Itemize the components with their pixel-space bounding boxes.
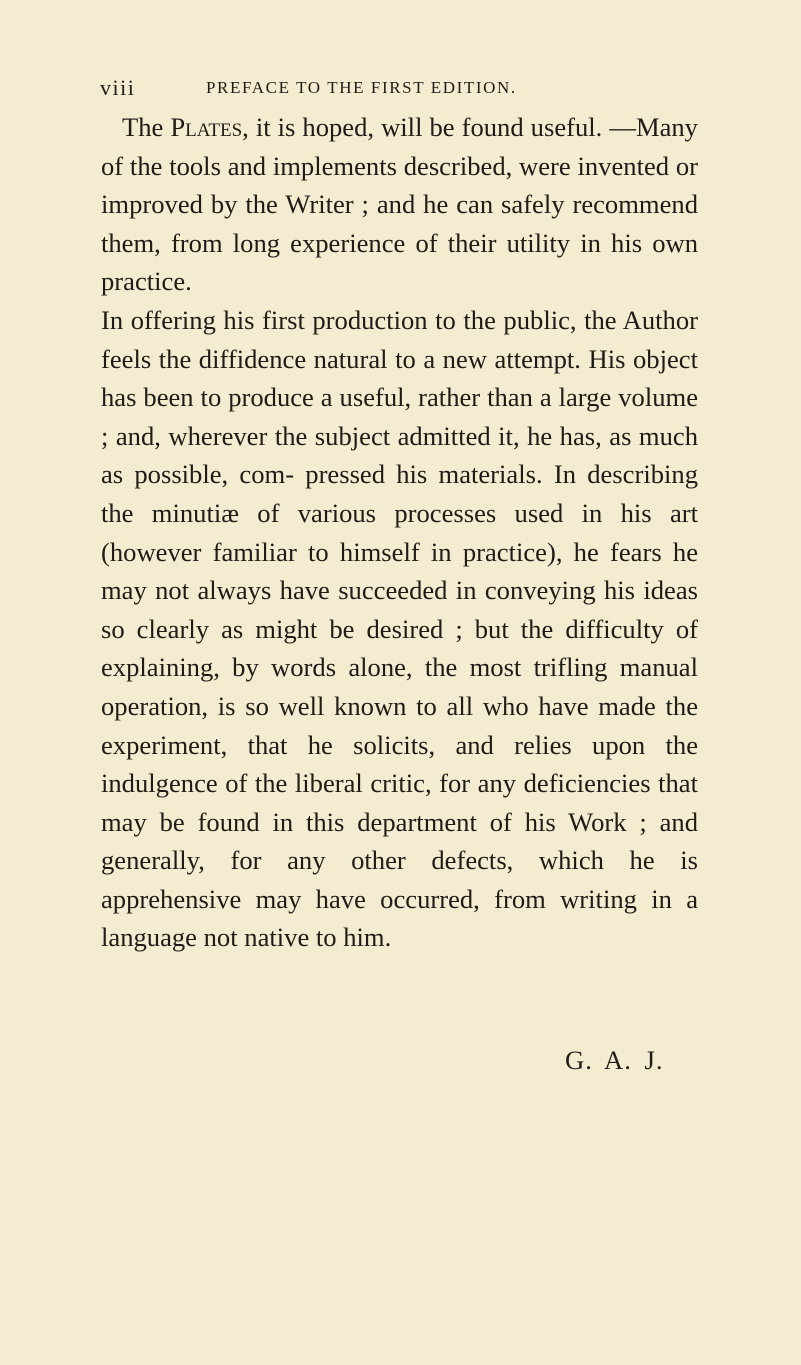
- paragraph-plates: [101, 108, 698, 301]
- preface-body: [101, 108, 698, 957]
- running-head: PREFACE TO THE FIRST EDITION.: [206, 78, 517, 97]
- plates-smallcaps: Plates: [170, 112, 243, 142]
- paragraph-rest: , it is hoped, will be found useful. —Many of the tools and implements described, were invented or improved by the Writer ; and he can safely recommend them, from long experience of their utility in his own practice.: [101, 112, 698, 297]
- paragraph-lead: The: [122, 112, 171, 142]
- page-number: viii: [100, 75, 136, 100]
- signature-initials: G. A. J.: [565, 1045, 664, 1075]
- paragraph-offering: In offering his first production to the public, the Author feels the diffidence natural to a new attempt. His object has been to produce a useful, rather than a large volume ; and, wherever the subject admitted it, he has, as much as possible, com- pressed his materials. In describing the minutiæ of various processes used in his art (however familiar to himself in practice), he fears he may not always have succeeded in conveying his ideas so clearly as might be desired ; but the difficulty of explaining, by words alone, the most trifling manual operation, is so well known to all who have made the experiment, that he solicits, and relies upon the indulgence of the liberal critic, for any deficiencies that may be found in this department of his Work ; and generally, for any other defects, which he is apprehensive may have occurred, from writing in a language not native to him.: [101, 304, 698, 953]
